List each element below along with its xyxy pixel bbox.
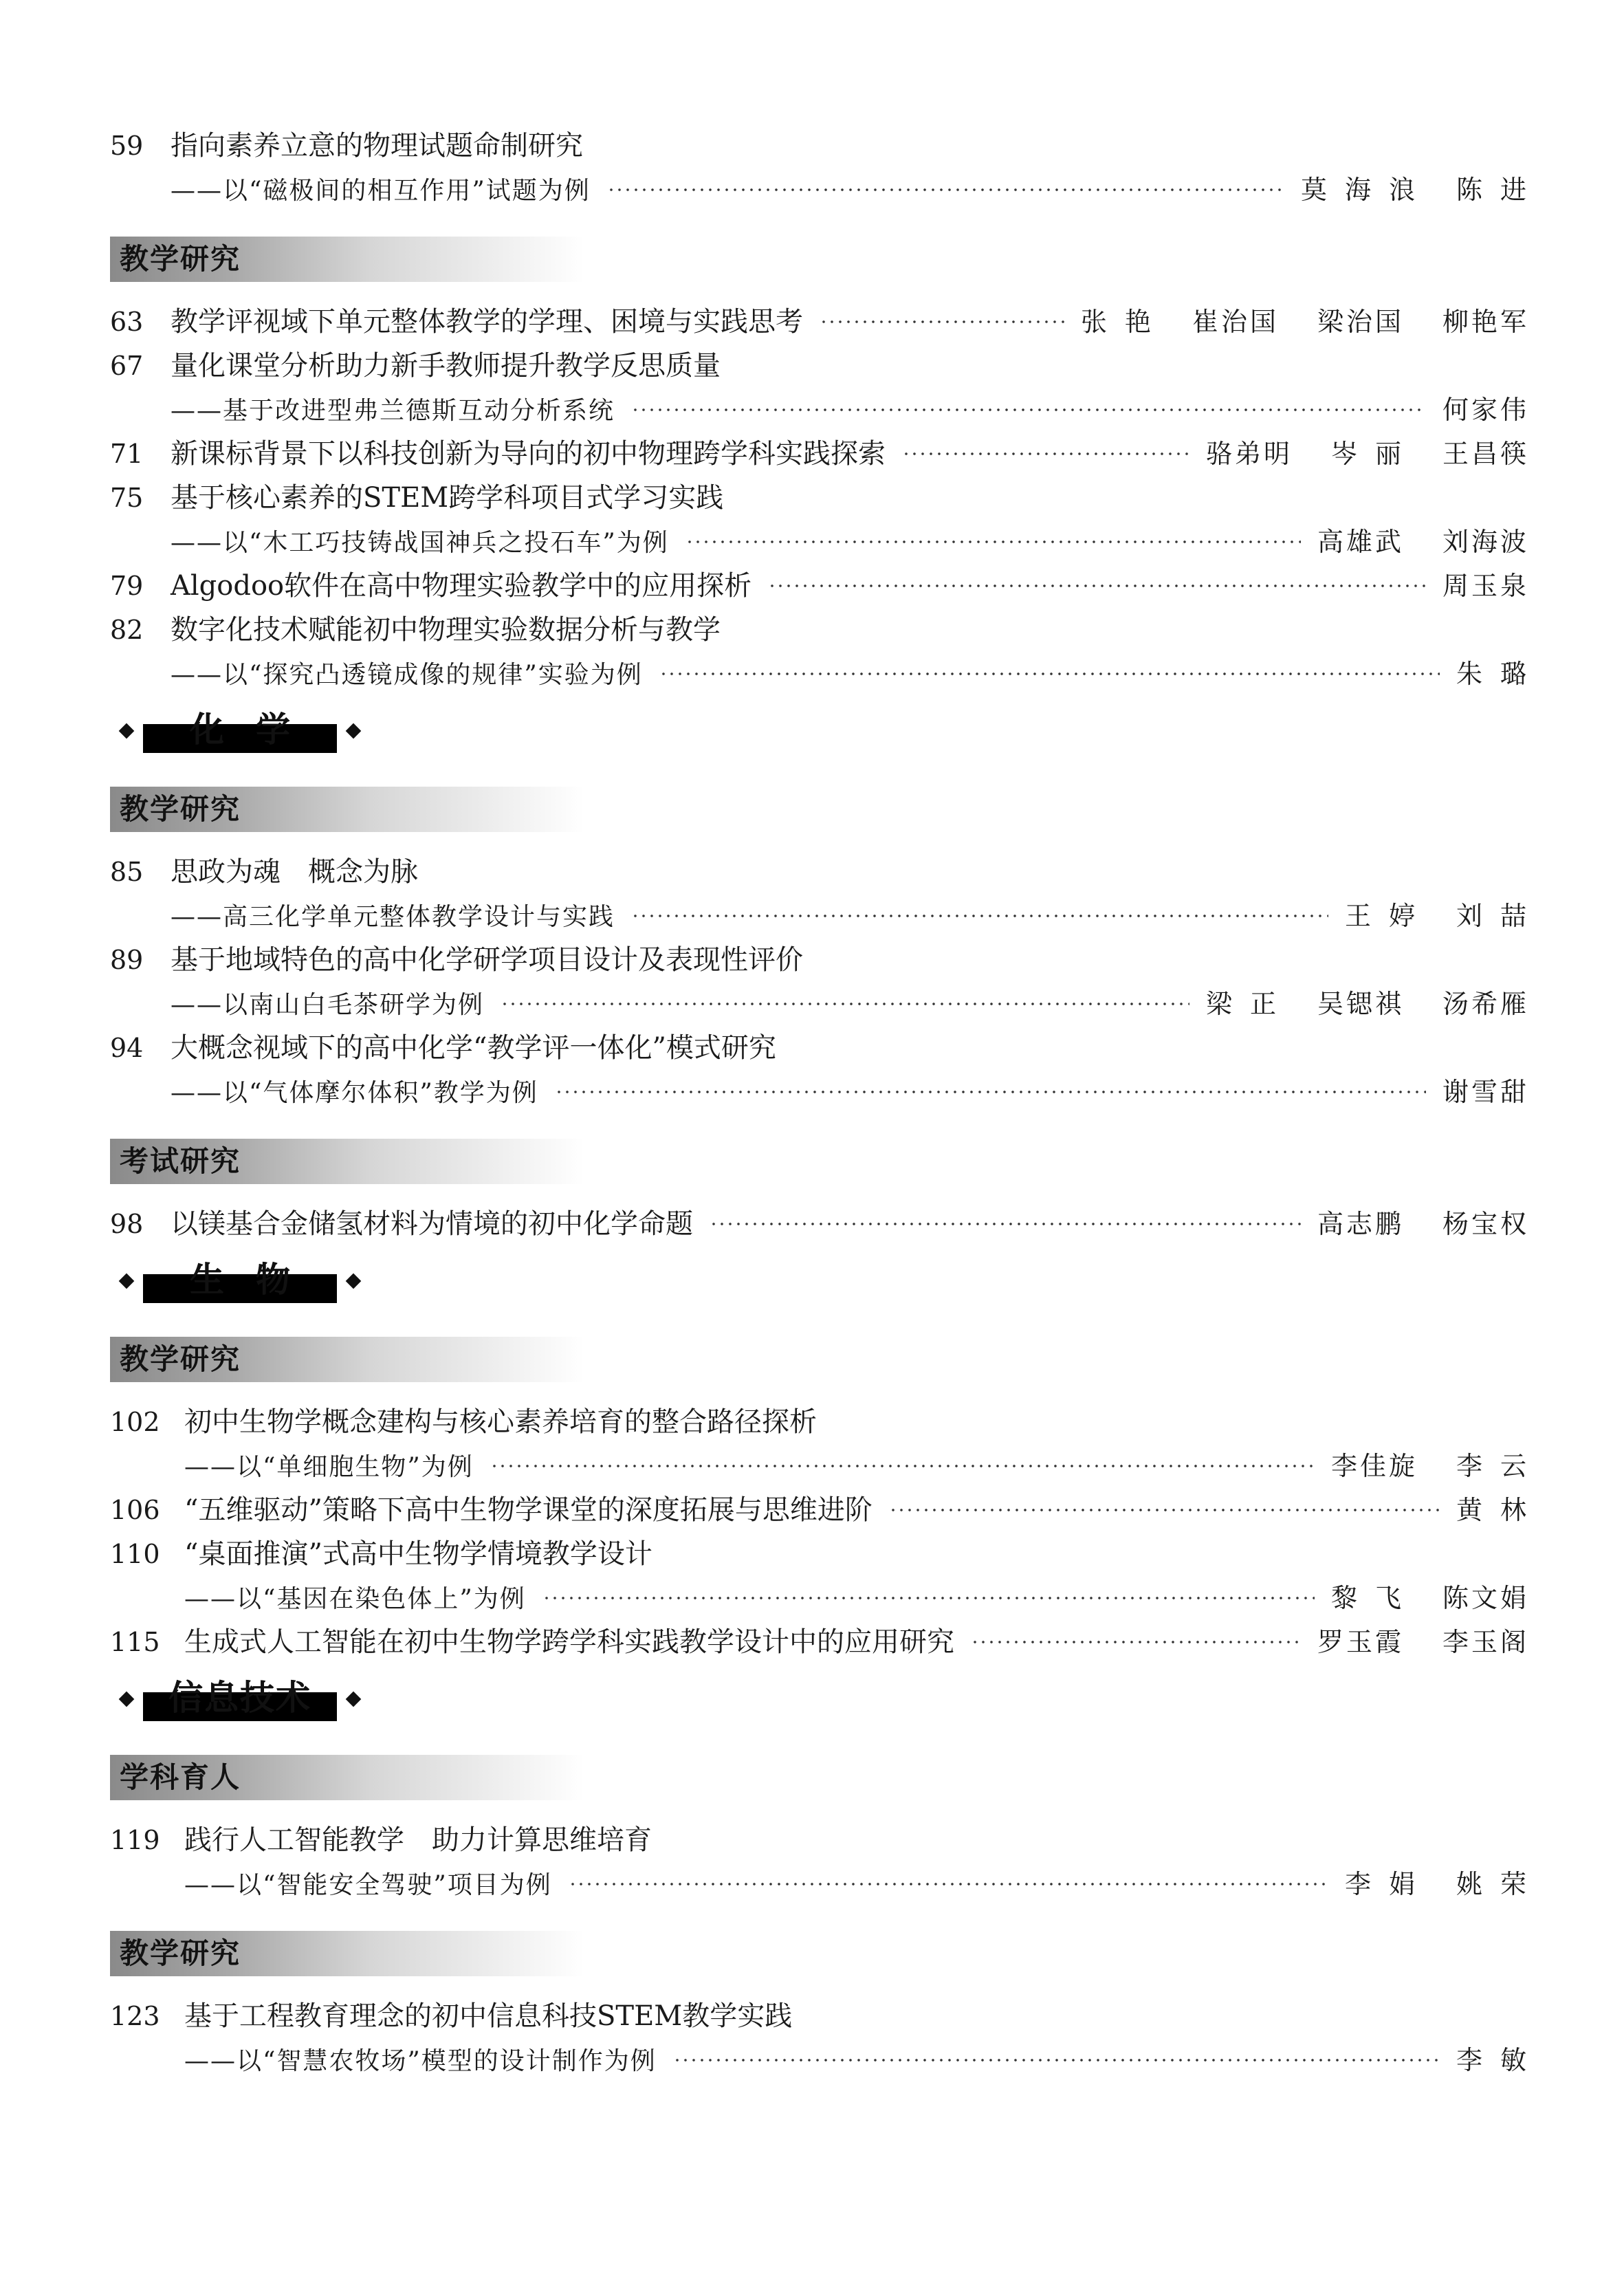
article-title: 基于核心素养的STEM跨学科项目式学习实践 [171, 482, 724, 514]
author: 刘海波 [1442, 527, 1529, 557]
authors [1317, 1620, 1529, 1664]
toc-entry[interactable] [110, 608, 1544, 696]
toc-entry[interactable] [110, 564, 1529, 608]
diamond-icon [119, 723, 135, 739]
subject-heading [110, 1668, 1526, 1730]
authors [1442, 388, 1529, 432]
authors [1205, 432, 1529, 476]
page-number: 71 [110, 439, 144, 469]
author: 李玉阁 [1442, 1627, 1529, 1657]
author: 柳艳军 [1442, 307, 1529, 337]
toc-entry[interactable] [110, 432, 1529, 476]
dot-leader [659, 672, 1440, 676]
toc-content [110, 124, 1544, 2082]
subject-label: 化学 [190, 710, 322, 750]
article-title: 初中生物学概念建构与核心素养培育的整合路径探析 [184, 1406, 817, 1438]
section-heading [110, 1337, 584, 1382]
author: 杨宝权 [1442, 1209, 1529, 1239]
author: 黄林 [1456, 1495, 1544, 1525]
article-title: 思政为魂 概念为脉 [171, 856, 418, 888]
author: 陈文娟 [1442, 1583, 1529, 1613]
article-title: 教学评视域下单元整体教学的学理、困境与实践思考 [171, 306, 803, 338]
subject-label: 生物 [190, 1260, 322, 1300]
toc-entry[interactable] [110, 124, 1544, 212]
authors [1330, 1576, 1529, 1620]
author: 李敏 [1456, 2045, 1544, 2075]
page-number: 89 [110, 945, 144, 975]
author: 李云 [1456, 1451, 1544, 1481]
subject-heading [110, 700, 1526, 762]
page-number: 75 [110, 483, 144, 513]
authors [1456, 1488, 1544, 1532]
diamond-icon [119, 1692, 135, 1707]
article-title: “五维驱动”策略下高中生物学课堂的深度拓展与思维进阶 [184, 1494, 873, 1526]
page-number: 82 [110, 615, 144, 645]
dot-leader [710, 1222, 1301, 1226]
section-heading [110, 787, 584, 832]
diamond-icon [346, 723, 362, 739]
article-subtitle: ——以“智能安全驾驶”项目为例 [184, 1871, 552, 1899]
toc-entry[interactable] [110, 1488, 1544, 1532]
author: 莫海浪 [1300, 175, 1433, 205]
article-subtitle: ——以“探究凸透镜成像的规律”实验为例 [171, 661, 643, 689]
authors [1205, 982, 1529, 1026]
dot-leader [490, 1464, 1315, 1468]
author: 王婷 [1344, 901, 1433, 931]
author: 黎飞 [1330, 1583, 1419, 1613]
author: 汤希雁 [1442, 989, 1529, 1019]
article-subtitle: ——以“木工巧技铸战国神兵之投石车”为例 [171, 529, 669, 557]
article-title: 基于地域特色的高中化学研学项目设计及表现性评价 [171, 944, 803, 976]
page-number: 119 [110, 1825, 160, 1855]
author: 谢雪甜 [1442, 1077, 1529, 1107]
article-subtitle: ——以“智慧农牧场”模型的设计制作为例 [184, 2047, 657, 2075]
subject-label-box [143, 710, 337, 753]
toc-entry[interactable] [110, 1532, 1529, 1620]
article-subtitle: ——以“基因在染色体上”为例 [184, 1585, 526, 1613]
toc-entry[interactable] [110, 1400, 1544, 1488]
author: 张艳 [1080, 307, 1169, 337]
dot-leader [501, 1002, 1189, 1006]
page-number: 94 [110, 1033, 144, 1063]
author: 高雄武 [1317, 527, 1404, 557]
dot-leader [889, 1508, 1440, 1512]
subject-label: 信息技术 [168, 1678, 311, 1718]
authors [1442, 1070, 1529, 1114]
author: 吴锶祺 [1317, 989, 1404, 1019]
author: 岑丽 [1330, 439, 1419, 469]
article-title: Algodoo软件在高中物理实验教学中的应用探析 [171, 570, 752, 602]
diamond-icon [346, 1273, 362, 1289]
page-number: 102 [110, 1407, 160, 1437]
dot-leader [971, 1640, 1301, 1644]
article-subtitle: ——以“气体摩尔体积”教学为例 [171, 1079, 538, 1107]
page-number: 67 [110, 351, 144, 381]
authors [1317, 1202, 1529, 1246]
dot-leader [902, 452, 1189, 456]
author: 李佳旋 [1330, 1451, 1418, 1481]
authors [1344, 894, 1544, 938]
author: 李娟 [1344, 1869, 1433, 1899]
page-number: 106 [110, 1495, 160, 1525]
article-subtitle: ——高三化学单元整体教学设计与实践 [171, 903, 615, 931]
section-label: 教学研究 [120, 242, 241, 276]
toc-entry[interactable] [110, 1620, 1529, 1664]
toc-entry[interactable] [110, 850, 1544, 938]
section-heading [110, 1755, 584, 1800]
author: 罗玉霞 [1317, 1627, 1404, 1657]
article-title: 以镁基合金储氢材料为情境的初中化学命题 [171, 1208, 693, 1240]
author: 周玉泉 [1442, 571, 1529, 601]
toc-entry[interactable] [110, 344, 1529, 432]
section-heading [110, 1139, 584, 1184]
article-subtitle: ——以南山白毛茶研学为例 [171, 991, 485, 1019]
author: 王昌筷 [1442, 439, 1529, 469]
authors [1317, 520, 1529, 564]
article-subtitle: ——以“磁极间的相互作用”试题为例 [171, 177, 591, 205]
author: 骆弟明 [1205, 439, 1293, 469]
authors [1330, 1444, 1544, 1488]
toc-entry[interactable] [110, 1202, 1529, 1246]
page-number: 110 [110, 1539, 160, 1569]
diamond-icon [346, 1692, 362, 1707]
article-title: 践行人工智能教学 助力计算思维培育 [184, 1824, 652, 1856]
dot-leader [569, 1882, 1328, 1886]
toc-entry[interactable] [110, 938, 1529, 1026]
authors [1442, 564, 1529, 608]
section-label: 教学研究 [120, 1342, 241, 1376]
toc-entry[interactable] [110, 300, 1529, 344]
author: 崔治国 [1192, 307, 1279, 337]
page-number: 123 [110, 2001, 160, 2031]
section-heading [110, 1931, 584, 1976]
article-title: 指向素养立意的物理试题命制研究 [171, 130, 583, 162]
section-label: 学科育人 [120, 1760, 241, 1794]
authors [1080, 300, 1529, 344]
article-subtitle: ——基于改进型弗兰德斯互动分析系统 [171, 397, 615, 425]
author: 梁治国 [1317, 307, 1404, 337]
article-title: 量化课堂分析助力新手教师提升教学反思质量 [171, 350, 721, 382]
page-number: 79 [110, 571, 144, 601]
page-number: 98 [110, 1209, 144, 1239]
dot-leader [542, 1596, 1315, 1600]
page-number: 115 [110, 1627, 160, 1657]
article-title: 大概念视域下的高中化学“教学评一体化”模式研究 [171, 1032, 776, 1064]
article-title: 生成式人工智能在初中生物学跨学科实践教学设计中的应用研究 [184, 1626, 954, 1658]
article-subtitle: ——以“单细胞生物”为例 [184, 1453, 474, 1481]
authors [1300, 168, 1544, 212]
subject-label-box [143, 1260, 337, 1303]
authors [1456, 2038, 1544, 2082]
dot-leader [768, 584, 1426, 588]
section-label: 考试研究 [120, 1144, 241, 1178]
subject-heading [110, 1250, 1526, 1312]
author: 何家伟 [1442, 395, 1529, 425]
subject-label-box [143, 1678, 337, 1721]
author: 高志鹏 [1317, 1209, 1404, 1239]
dot-leader [685, 540, 1301, 544]
section-label: 教学研究 [120, 1936, 241, 1970]
dot-leader [820, 320, 1064, 324]
authors [1456, 652, 1544, 696]
toc-entry[interactable] [110, 1026, 1529, 1114]
article-title: 基于工程教育理念的初中信息科技STEM教学实践 [184, 2000, 793, 2032]
section-label: 教学研究 [120, 792, 241, 826]
article-title: “桌面推演”式高中生物学情境教学设计 [184, 1538, 652, 1570]
toc-entry[interactable] [110, 1994, 1544, 2082]
dot-leader [555, 1090, 1426, 1094]
page-number: 59 [110, 131, 144, 161]
author: 陈进 [1456, 175, 1544, 205]
article-title: 数字化技术赋能初中物理实验数据分析与教学 [171, 614, 721, 646]
author: 姚荣 [1456, 1869, 1544, 1899]
author: 梁正 [1205, 989, 1294, 1019]
dot-leader [673, 2058, 1440, 2062]
toc-entry[interactable] [110, 476, 1529, 564]
page-number: 85 [110, 857, 144, 887]
author: 朱璐 [1456, 659, 1544, 689]
dot-leader [631, 914, 1328, 918]
article-title: 新课标背景下以科技创新为导向的初中物理跨学科实践探索 [171, 438, 886, 470]
dot-leader [631, 408, 1426, 412]
author: 刘喆 [1456, 901, 1544, 931]
dot-leader [607, 188, 1284, 192]
diamond-icon [119, 1273, 135, 1289]
section-heading [110, 237, 584, 282]
authors [1344, 1862, 1544, 1906]
toc-entry[interactable] [110, 1818, 1544, 1906]
page-number: 63 [110, 307, 144, 337]
